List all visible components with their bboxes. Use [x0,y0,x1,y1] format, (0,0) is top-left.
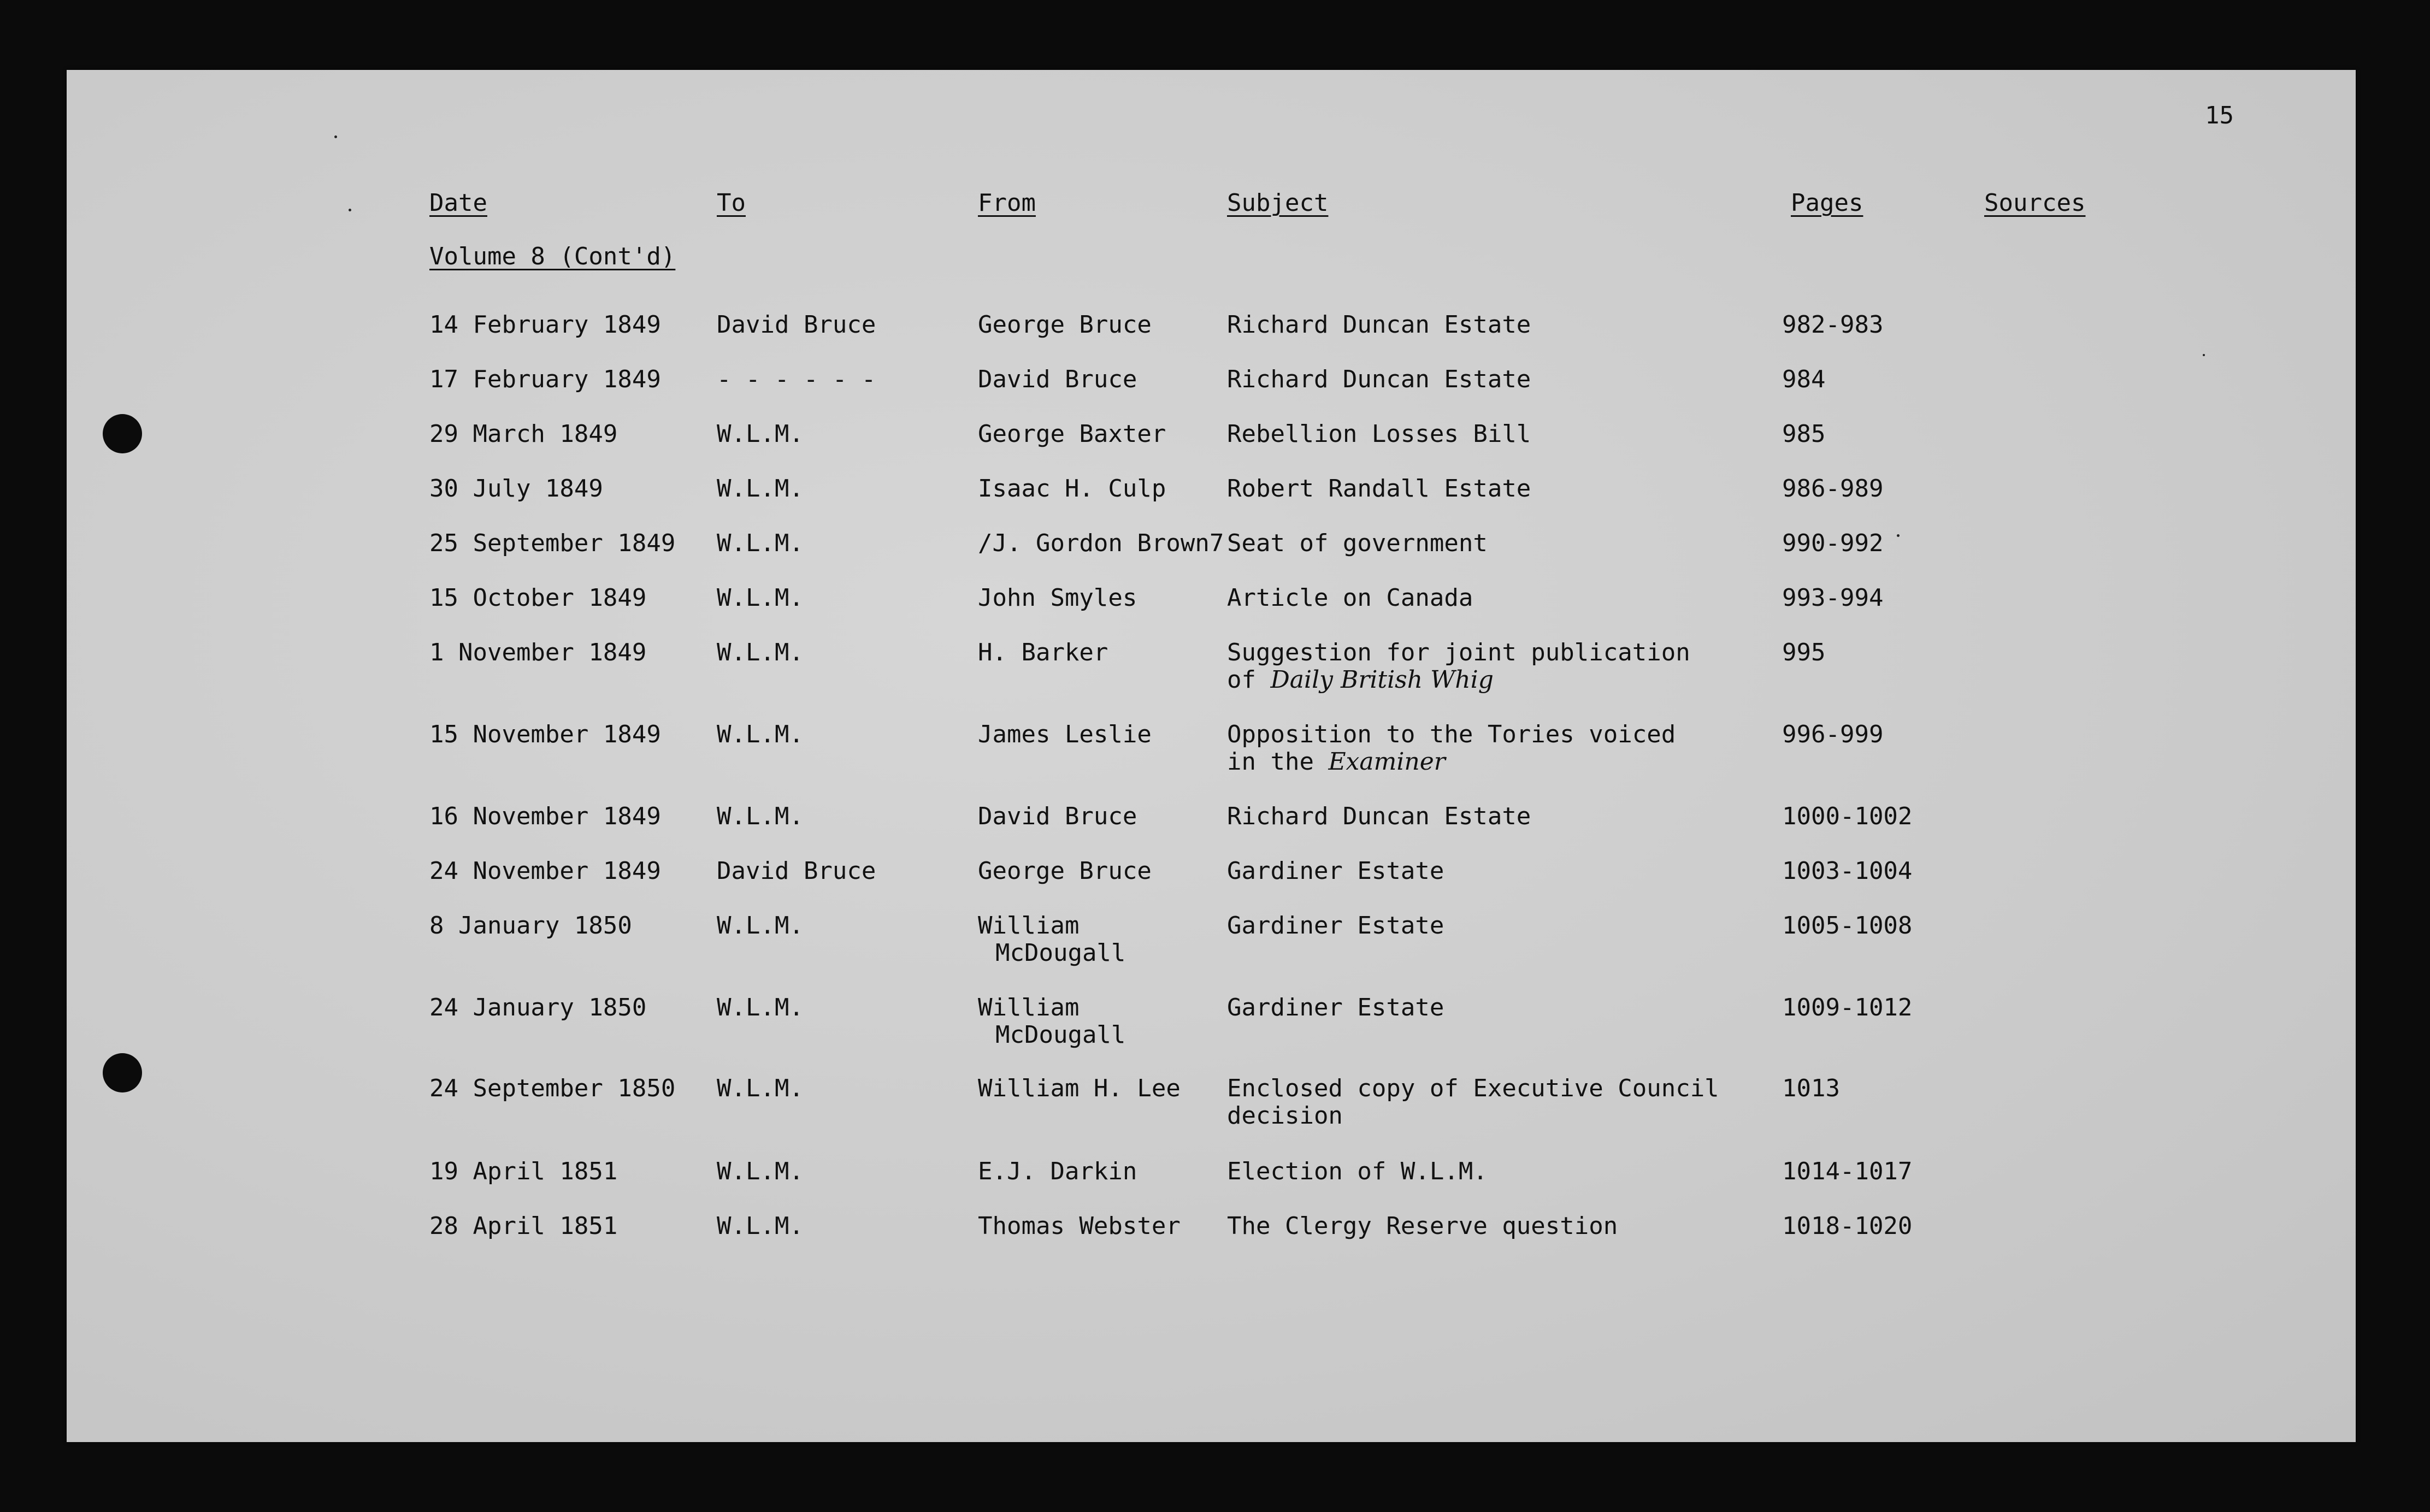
entry-to: David Bruce [717,311,876,339]
entry-to: - - - - - - [717,365,876,393]
entry-date: 19 April 1851 [429,1157,618,1185]
entry-from: /J. Gordon Brown7 [978,529,1224,557]
entry-pages: 995 [1782,639,1826,666]
entry-pages: 986-989 [1782,475,1884,503]
entry-pages: 996-999 [1782,720,1884,748]
entry-from: H. Barker [978,639,1108,666]
entry-from: William H. Lee [978,1074,1181,1102]
entry-from: George Bruce [978,311,1152,339]
entry-from-line-2: McDougall [995,1021,1126,1049]
entry-date: 24 January 1850 [429,994,647,1021]
entry-from: Isaac H. Culp [978,475,1166,503]
entry-to: W.L.M. [717,720,804,748]
entry-from: William [978,994,1080,1021]
entry-date: 1 November 1849 [429,639,647,666]
entry-subject: Opposition to the Tories voiced [1227,720,1676,748]
entry-to: W.L.M. [717,1157,804,1185]
entry-from: David Bruce [978,365,1137,393]
punch-hole [103,1053,142,1092]
header-pages: Pages [1791,189,1863,217]
entry-pages: 982-983 [1782,311,1884,339]
publication-title: Examiner [1328,748,1446,776]
entry-subject: The Clergy Reserve question [1227,1212,1618,1240]
entry-subject: Gardiner Estate [1227,994,1444,1021]
entry-pages: 990-992 [1782,529,1884,557]
entry-date: 16 November 1849 [429,802,661,830]
entry-subject: Gardiner Estate [1227,857,1444,885]
entry-from: George Baxter [978,420,1166,448]
entry-pages: 1003-1004 [1782,857,1913,885]
entry-date: 17 February 1849 [429,365,661,393]
entry-date: 24 September 1850 [429,1074,676,1102]
speck [2203,354,2205,356]
entry-pages: 1000-1002 [1782,802,1913,830]
entry-from: William [978,912,1080,940]
punch-hole [103,414,142,453]
entry-from: George Bruce [978,857,1152,885]
entry-pages: 1014-1017 [1782,1157,1913,1185]
entry-from: James Leslie [978,720,1152,748]
entry-from: E.J. Darkin [978,1157,1137,1185]
entry-to: W.L.M. [717,912,804,940]
entry-date: 25 September 1849 [429,529,676,557]
entry-date: 15 October 1849 [429,584,647,612]
publication-title: Daily British Whig [1270,666,1494,694]
entry-date: 30 July 1849 [429,475,603,503]
header-from: From [978,189,1036,217]
header-subject: Subject [1227,189,1329,217]
entry-date: 14 February 1849 [429,311,661,339]
entry-to: W.L.M. [717,529,804,557]
entry-subject: Seat of government [1227,529,1488,557]
entry-pages: 1005-1008 [1782,912,1913,940]
entry-from: David Bruce [978,802,1137,830]
entry-date: 8 January 1850 [429,912,632,940]
speck [334,135,337,138]
entry-subject: Article on Canada [1227,584,1473,612]
entry-pages: 1013 [1782,1074,1840,1102]
entry-subject: Richard Duncan Estate [1227,802,1531,830]
entry-pages: 984 [1782,365,1826,393]
entry-subject: Rebellion Losses Bill [1227,420,1531,448]
entry-to: David Bruce [717,857,876,885]
speck [1897,534,1900,537]
speck [349,209,351,211]
entry-to: W.L.M. [717,475,804,503]
entry-subject: Suggestion for joint publication [1227,639,1690,666]
header-date: Date [429,189,487,217]
entry-subject-line-2: decision [1227,1102,1343,1130]
entry-from: Thomas Webster [978,1212,1181,1240]
entry-to: W.L.M. [717,1212,804,1240]
volume-label: Volume 8 (Cont'd) [429,243,676,270]
entry-subject: Election of W.L.M. [1227,1157,1488,1185]
document-page [67,70,2356,1442]
header-sources: Sources [1984,189,2086,217]
entry-subject-line-2 [1227,666,1494,694]
entry-pages: 1009-1012 [1782,994,1913,1021]
entry-date: 24 November 1849 [429,857,661,885]
entry-from: John Smyles [978,584,1137,612]
entry-to: W.L.M. [717,420,804,448]
entry-from-line-2: McDougall [995,939,1126,967]
entry-to: W.L.M. [717,584,804,612]
entry-subject: Richard Duncan Estate [1227,365,1531,393]
entry-date: 29 March 1849 [429,420,618,448]
entry-to: W.L.M. [717,639,804,666]
subject-text: of [1227,666,1271,694]
entry-pages: 985 [1782,420,1826,448]
entry-date: 28 April 1851 [429,1212,618,1240]
entry-to: W.L.M. [717,1074,804,1102]
header-to: To [717,189,746,217]
page-number: 15 [2205,102,2234,129]
subject-text: in the [1227,748,1329,776]
entry-to: W.L.M. [717,802,804,830]
entry-pages: 1018-1020 [1782,1212,1913,1240]
entry-subject-line-2 [1227,748,1446,776]
entry-date: 15 November 1849 [429,720,661,748]
entry-subject: Robert Randall Estate [1227,475,1531,503]
entry-subject: Richard Duncan Estate [1227,311,1531,339]
entry-pages: 993-994 [1782,584,1884,612]
entry-subject: Enclosed copy of Executive Council [1227,1074,1719,1102]
entry-subject: Gardiner Estate [1227,912,1444,940]
entry-to: W.L.M. [717,994,804,1021]
